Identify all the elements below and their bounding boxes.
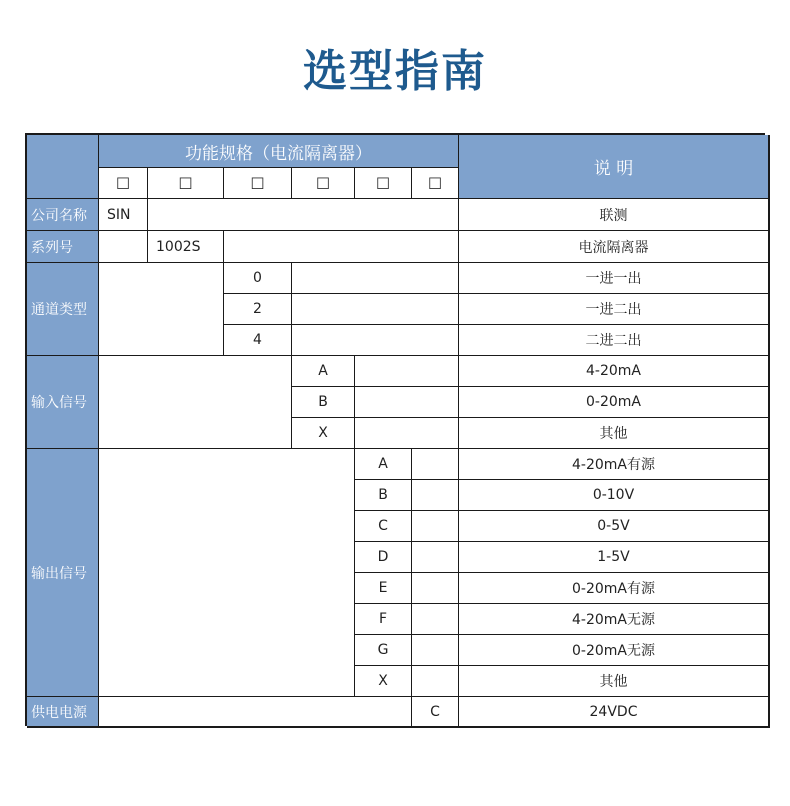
selection-table bbox=[25, 133, 765, 726]
output-empty-3 bbox=[412, 542, 459, 573]
input-code-1: B bbox=[292, 387, 355, 418]
input-empty-left bbox=[99, 356, 292, 449]
output-code-7: X bbox=[355, 666, 412, 697]
series-empty-right bbox=[224, 231, 459, 263]
series-desc: 电流隔离器 bbox=[459, 231, 770, 263]
channel-desc-0: 一进一出 bbox=[459, 263, 770, 294]
label-output: 输出信号 bbox=[27, 449, 99, 697]
input-desc-0: 4-20mA bbox=[459, 356, 770, 387]
channel-empty-left bbox=[99, 263, 224, 356]
output-desc-5: 4-20mA无源 bbox=[459, 604, 770, 635]
channel-empty-0 bbox=[292, 263, 459, 294]
header-description: 说 明 bbox=[459, 135, 770, 199]
checkbox-5: ☐ bbox=[355, 168, 412, 199]
output-code-5: F bbox=[355, 604, 412, 635]
output-empty-0 bbox=[412, 449, 459, 480]
checkbox-2: ☐ bbox=[148, 168, 224, 199]
output-empty-5 bbox=[412, 604, 459, 635]
output-desc-3: 1-5V bbox=[459, 542, 770, 573]
power-desc: 24VDC bbox=[459, 697, 770, 728]
output-empty-2 bbox=[412, 511, 459, 542]
input-desc-1: 0-20mA bbox=[459, 387, 770, 418]
power-code: C bbox=[412, 697, 459, 728]
checkbox-3: ☐ bbox=[224, 168, 292, 199]
series-code: 1002S bbox=[148, 231, 224, 263]
channel-desc-2: 二进二出 bbox=[459, 325, 770, 356]
input-desc-2: 其他 bbox=[459, 418, 770, 449]
output-empty-7 bbox=[412, 666, 459, 697]
output-code-1: B bbox=[355, 480, 412, 511]
header-spec: 功能规格（电流隔离器） bbox=[99, 135, 459, 168]
checkbox-4: ☐ bbox=[292, 168, 355, 199]
checkbox-1: ☐ bbox=[99, 168, 148, 199]
checkbox-6: ☐ bbox=[412, 168, 459, 199]
label-power: 供电电源 bbox=[27, 697, 99, 728]
output-code-0: A bbox=[355, 449, 412, 480]
label-series: 系列号 bbox=[27, 231, 99, 263]
channel-code-2: 4 bbox=[224, 325, 292, 356]
output-empty-left bbox=[99, 449, 355, 697]
company-empty bbox=[148, 199, 459, 231]
output-desc-7: 其他 bbox=[459, 666, 770, 697]
input-empty-1 bbox=[355, 387, 459, 418]
input-empty-0 bbox=[355, 356, 459, 387]
output-code-2: C bbox=[355, 511, 412, 542]
output-empty-4 bbox=[412, 573, 459, 604]
output-code-4: E bbox=[355, 573, 412, 604]
channel-code-1: 2 bbox=[224, 294, 292, 325]
output-desc-0: 4-20mA有源 bbox=[459, 449, 770, 480]
output-desc-4: 0-20mA有源 bbox=[459, 573, 770, 604]
label-channel: 通道类型 bbox=[27, 263, 99, 356]
label-company: 公司名称 bbox=[27, 199, 99, 231]
channel-empty-2 bbox=[292, 325, 459, 356]
power-empty-left bbox=[99, 697, 412, 728]
company-desc: 联测 bbox=[459, 199, 770, 231]
series-empty-left bbox=[99, 231, 148, 263]
output-code-6: G bbox=[355, 635, 412, 666]
page-title: 选型指南 bbox=[303, 46, 487, 97]
input-empty-2 bbox=[355, 418, 459, 449]
output-empty-1 bbox=[412, 480, 459, 511]
output-desc-6: 0-20mA无源 bbox=[459, 635, 770, 666]
input-code-2: X bbox=[292, 418, 355, 449]
output-desc-1: 0-10V bbox=[459, 480, 770, 511]
channel-code-0: 0 bbox=[224, 263, 292, 294]
channel-desc-1: 一进二出 bbox=[459, 294, 770, 325]
label-input: 输入信号 bbox=[27, 356, 99, 449]
output-empty-6 bbox=[412, 635, 459, 666]
input-code-0: A bbox=[292, 356, 355, 387]
company-code: SIN bbox=[99, 199, 148, 231]
output-desc-2: 0-5V bbox=[459, 511, 770, 542]
channel-empty-1 bbox=[292, 294, 459, 325]
header-corner bbox=[27, 135, 99, 199]
output-code-3: D bbox=[355, 542, 412, 573]
